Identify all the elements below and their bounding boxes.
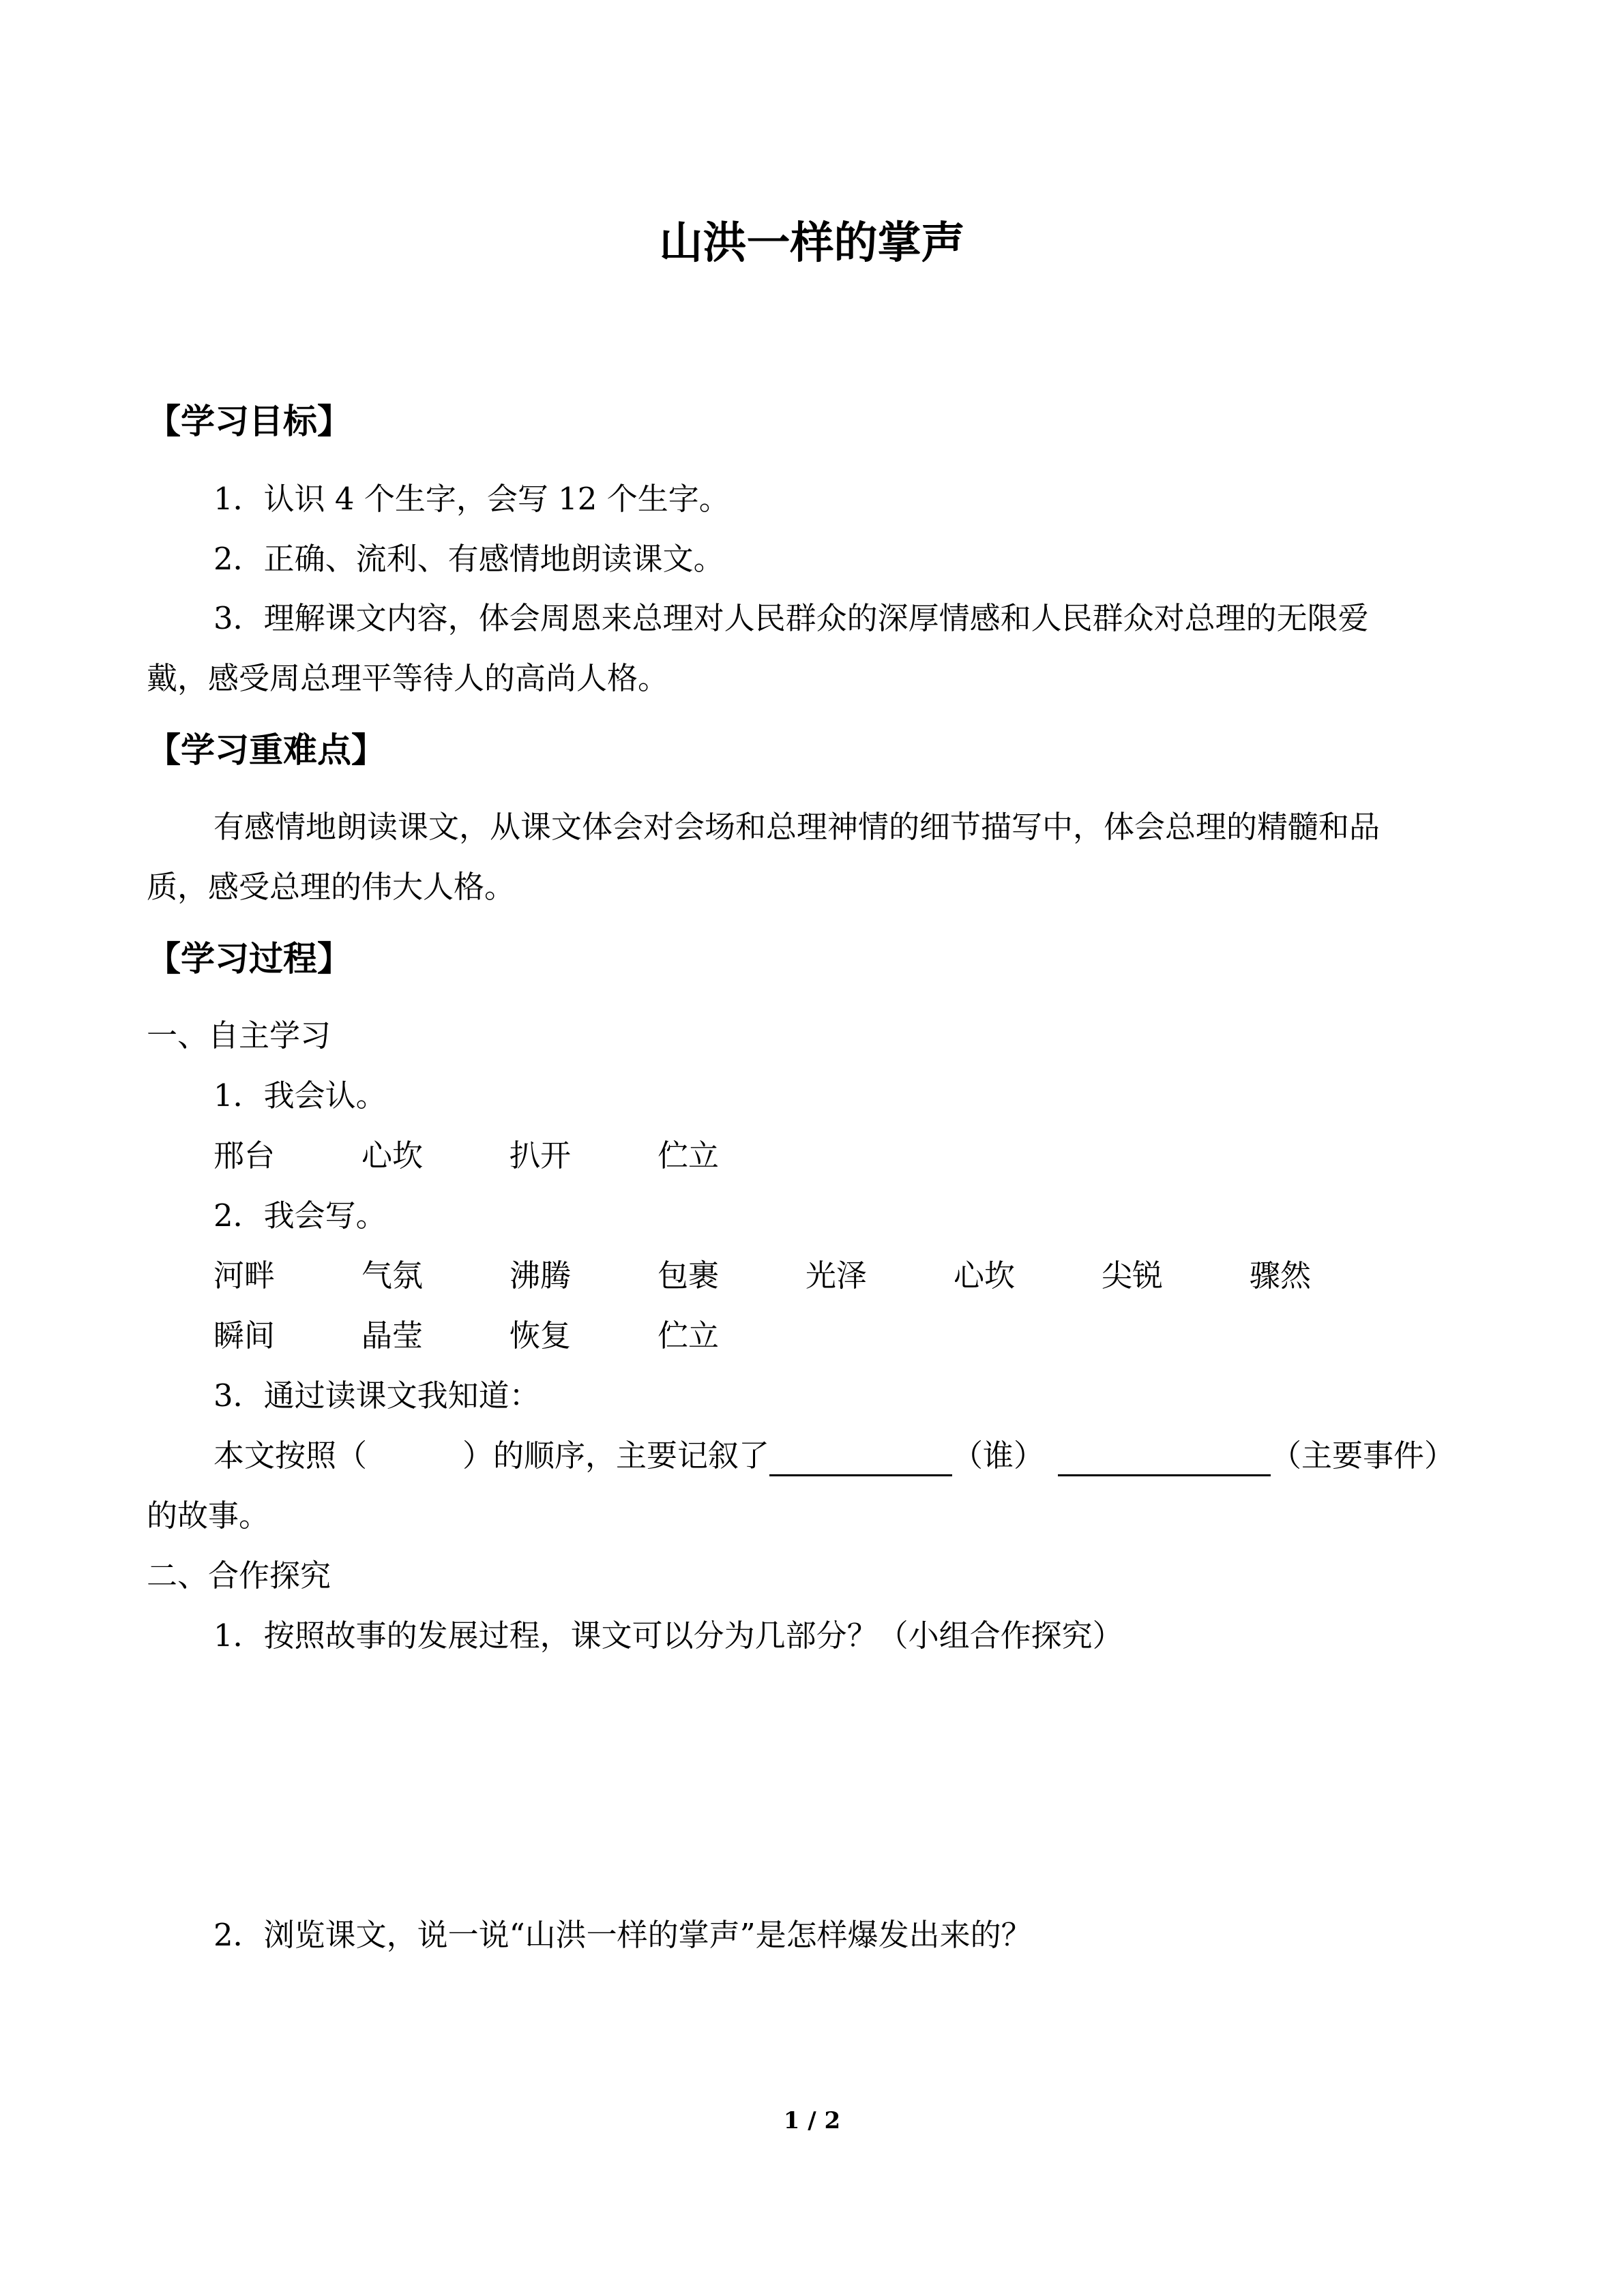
goal-item-3-cont: 戴，感受周总理平等待人的高尚人格。 — [147, 660, 669, 696]
part2-q1: 1．按照故事的发展过程，课文可以分为几部分？（小组合作探究） — [213, 1617, 1123, 1654]
write-word: 气氛 — [361, 1257, 424, 1294]
recognize-word: 心坎 — [361, 1137, 424, 1174]
part1-q1: 1．我会认。 — [213, 1077, 387, 1114]
key-points-line-1: 有感情地朗读课文，从课文体会对会场和总理神情的细节描写中，体会总理的精髓和品 — [213, 809, 1381, 845]
who-blank[interactable] — [769, 1440, 952, 1476]
write-word: 晶莹 — [361, 1317, 424, 1354]
recognize-word: 扒开 — [510, 1137, 572, 1174]
write-word: 瞬间 — [213, 1317, 276, 1354]
fill-in-sentence — [213, 1435, 1455, 1476]
fill-text-d: （主要事件） — [1271, 1437, 1456, 1474]
fill-text-b: ）的顺序，主要记叙了 — [462, 1437, 770, 1474]
write-word: 伫立 — [658, 1317, 720, 1354]
heading-goals: 【学习目标】 — [147, 402, 351, 441]
fill-text-c: （谁） — [952, 1437, 1045, 1474]
part1-q2: 2．我会写。 — [213, 1197, 387, 1234]
write-word: 骤然 — [1250, 1257, 1312, 1294]
part2-title: 二、合作探究 — [147, 1557, 331, 1594]
recognize-word: 伫立 — [658, 1137, 720, 1174]
key-points-line-2: 质，感受总理的伟大人格。 — [147, 869, 516, 905]
goal-item-3: 3．理解课文内容，体会周恩来总理对人民群众的深厚情感和人民群众对总理的无限爱 — [213, 600, 1369, 636]
part1-title: 一、自主学习 — [147, 1017, 331, 1054]
part1-q3: 3．通过读课文我知道： — [213, 1377, 540, 1414]
page-title: 山洪一样的掌声 — [659, 218, 965, 269]
write-word: 河畔 — [213, 1257, 276, 1294]
event-blank[interactable] — [1058, 1440, 1271, 1476]
write-word: 尖锐 — [1102, 1257, 1164, 1294]
page-number: 1 / 2 — [783, 2107, 841, 2134]
write-word: 光泽 — [806, 1257, 868, 1294]
write-word: 沸腾 — [510, 1257, 572, 1294]
part2-q2: 2．浏览课文，说一说“山洪一样的掌声”是怎样爆发出来的？ — [213, 1917, 1032, 1953]
goal-item-2: 2．正确、流利、有感情地朗读课文。 — [213, 541, 724, 577]
heading-key-points: 【学习重难点】 — [147, 730, 385, 770]
fill-text-a: 本文按照（ — [213, 1437, 368, 1474]
recognize-word: 邢台 — [213, 1137, 276, 1174]
fill-text-end: 的故事。 — [147, 1497, 270, 1534]
goal-item-1: 1．认识 4 个生字，会写 12 个生字。 — [213, 481, 730, 517]
write-word: 包裹 — [658, 1257, 720, 1294]
write-word: 心坎 — [954, 1257, 1016, 1294]
heading-process: 【学习过程】 — [147, 939, 351, 979]
write-word: 恢复 — [510, 1317, 572, 1354]
